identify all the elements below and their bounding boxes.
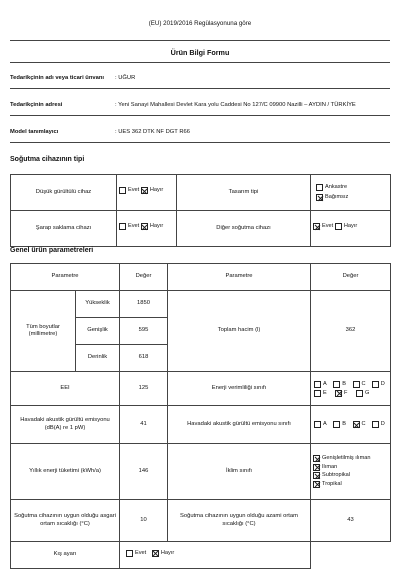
noise-class-row xyxy=(314,421,388,428)
energy-class-option-g[interactable]: G xyxy=(356,390,374,397)
min-temp-label: Soğutma cihazının uygun olduğu asgari ortam sıcaklığı (°C) xyxy=(11,500,120,542)
checked-checkbox-icon[interactable] xyxy=(335,390,342,397)
total-volume-value: 362 xyxy=(311,291,391,372)
title-divider xyxy=(10,62,390,63)
model-value: : UES 362 DTK NF DGT R66 xyxy=(115,129,190,135)
checked-checkbox-icon[interactable] xyxy=(353,421,360,428)
checkbox-icon[interactable] xyxy=(372,381,379,388)
annual-energy-value: 146 xyxy=(120,444,168,500)
header-divider xyxy=(10,40,390,41)
total-volume-label: Toplam hacim (l) xyxy=(168,291,311,372)
checked-checkbox-icon[interactable] xyxy=(313,472,320,479)
max-temp-label: Soğutma cihazının uygun olduğu azami ortam sıcaklığı (°C) xyxy=(168,500,311,542)
checkbox-icon[interactable] xyxy=(119,187,126,194)
noise-class-option-c[interactable]: C xyxy=(353,421,369,428)
dimensions-label: Tüm boyutlar (millimetre) xyxy=(11,291,76,372)
checkbox-icon[interactable] xyxy=(335,223,342,230)
checked-checkbox-icon[interactable] xyxy=(313,455,320,462)
freestanding-option[interactable]: Bağımsız xyxy=(316,194,388,201)
energy-class-option-f[interactable]: F xyxy=(335,390,353,397)
checkbox-icon[interactable] xyxy=(314,381,321,388)
min-temp-value: 10 xyxy=(120,500,168,542)
checked-checkbox-icon[interactable] xyxy=(152,550,159,557)
checkbox-icon[interactable] xyxy=(314,421,321,428)
checked-checkbox-icon[interactable] xyxy=(141,223,148,230)
col-value-header-2: Değer xyxy=(311,264,391,291)
energy-class-option-a[interactable]: A xyxy=(314,381,330,388)
supplier-divider xyxy=(10,88,390,89)
address-label: Tedarikçinin adresi xyxy=(10,102,63,108)
checkbox-icon[interactable] xyxy=(316,184,323,191)
height-value: 1850 xyxy=(120,291,168,318)
eei-label: EEI xyxy=(11,372,120,406)
model-label: Model tanımlayıcı xyxy=(10,129,59,135)
checkbox-icon[interactable] xyxy=(333,381,340,388)
noise-class-label: Havadaki akustik gürültü emisyonu sınıfı xyxy=(168,406,311,444)
checked-checkbox-icon[interactable] xyxy=(313,481,320,488)
energy-class-row-2 xyxy=(314,390,388,397)
col-param-header-2: Parametre xyxy=(168,264,311,291)
climate-class-list xyxy=(311,444,391,500)
climate-class-option-2[interactable]: Ilıman xyxy=(313,464,388,471)
energy-class-option-e[interactable]: E xyxy=(314,390,332,397)
model-divider xyxy=(10,142,390,143)
supplier-label: Tedarikçinin adı veya ticari ünvanı xyxy=(10,75,104,81)
winter-evet-option[interactable]: Evet xyxy=(126,550,146,557)
cooling-section-title: Soğutma cihazının tipi xyxy=(10,156,85,163)
checked-checkbox-icon[interactable] xyxy=(316,194,323,201)
low-noise-evet-option[interactable]: Evet xyxy=(119,187,139,194)
noise-class-option-b[interactable]: B xyxy=(333,421,349,428)
climate-label: İklim sınıfı xyxy=(168,444,311,500)
checked-checkbox-icon[interactable] xyxy=(313,223,320,230)
climate-class-option-4[interactable]: Tropikal xyxy=(313,481,388,488)
noise-label: Havadaki akustik gürültü emisyonu (dB(A) re 1 pW) xyxy=(11,406,120,444)
eei-value: 125 xyxy=(120,372,168,406)
winter-hayir-option[interactable]: Hayır xyxy=(152,550,174,557)
address-divider xyxy=(10,115,390,116)
noise-class-option-d[interactable]: D xyxy=(372,421,388,428)
checkbox-icon[interactable] xyxy=(356,390,363,397)
other-cooling-label: Diğer soğutma cihazı xyxy=(177,211,311,247)
cooling-type-table xyxy=(10,174,391,247)
wine-evet-option[interactable]: Evet xyxy=(119,223,139,230)
col-value-header: Değer xyxy=(120,264,168,291)
energy-class-option-d[interactable]: D xyxy=(372,381,388,388)
climate-class-option-3[interactable]: Subtropikal xyxy=(313,472,388,479)
other-evet-option[interactable]: Evet xyxy=(313,223,333,230)
checkbox-icon[interactable] xyxy=(126,550,133,557)
energy-class-option-c[interactable]: C xyxy=(353,381,369,388)
noise-class-option-a[interactable]: A xyxy=(314,421,330,428)
design-type-label: Tasarım tipi xyxy=(177,175,311,211)
form-title: Ürün Bilgi Formu xyxy=(170,48,230,57)
noise-value: 41 xyxy=(120,406,168,444)
height-label: Yükseklik xyxy=(76,291,120,318)
climate-class-option-1[interactable]: Genişletilmiş ılıman xyxy=(313,455,388,462)
wine-hayir-option[interactable]: Hayır xyxy=(141,223,163,230)
col-param-header: Parametre xyxy=(11,264,120,291)
checkbox-icon[interactable] xyxy=(353,381,360,388)
checkbox-icon[interactable] xyxy=(119,223,126,230)
winter-label: Kış ayarı xyxy=(11,542,120,569)
address-value: : Yeni Sanayi Mahallesi Devlet Kara yolu Caddesi No 127/C 09900 Nazilli – AYDIN / TÜRKİYE xyxy=(115,102,356,108)
width-label: Genişlik xyxy=(76,318,120,345)
other-hayir-option[interactable]: Hayır xyxy=(335,223,357,230)
checkbox-icon[interactable] xyxy=(333,421,340,428)
supplier-value: : UĞUR xyxy=(115,75,136,81)
max-temp-value: 43 xyxy=(311,500,391,542)
low-noise-hayir-option[interactable]: Hayır xyxy=(141,187,163,194)
wine-storage-label: Şarap saklama cihazı xyxy=(11,211,117,247)
general-params-table xyxy=(10,263,391,569)
general-section-title: Genel ürün parametreleri xyxy=(10,247,94,254)
checkbox-icon[interactable] xyxy=(314,390,321,397)
low-noise-label: Düşük gürültülü cihaz xyxy=(11,175,117,211)
depth-label: Derinlik xyxy=(76,345,120,372)
regulation-header: (EU) 2019/2016 Regülasyonuna göre xyxy=(148,20,252,27)
annual-energy-label: Yıllık enerji tüketimi (kWh/a) xyxy=(11,444,120,500)
checked-checkbox-icon[interactable] xyxy=(313,464,320,471)
energy-class-option-b[interactable]: B xyxy=(333,381,349,388)
depth-value: 618 xyxy=(120,345,168,372)
energy-class-row-1 xyxy=(314,381,388,388)
width-value: 595 xyxy=(120,318,168,345)
built-in-option[interactable]: Ankastre xyxy=(316,184,388,191)
energy-class-label: Enerji verimliliği sınıfı xyxy=(168,372,311,406)
checkbox-icon[interactable] xyxy=(372,421,379,428)
checked-checkbox-icon[interactable] xyxy=(141,187,148,194)
